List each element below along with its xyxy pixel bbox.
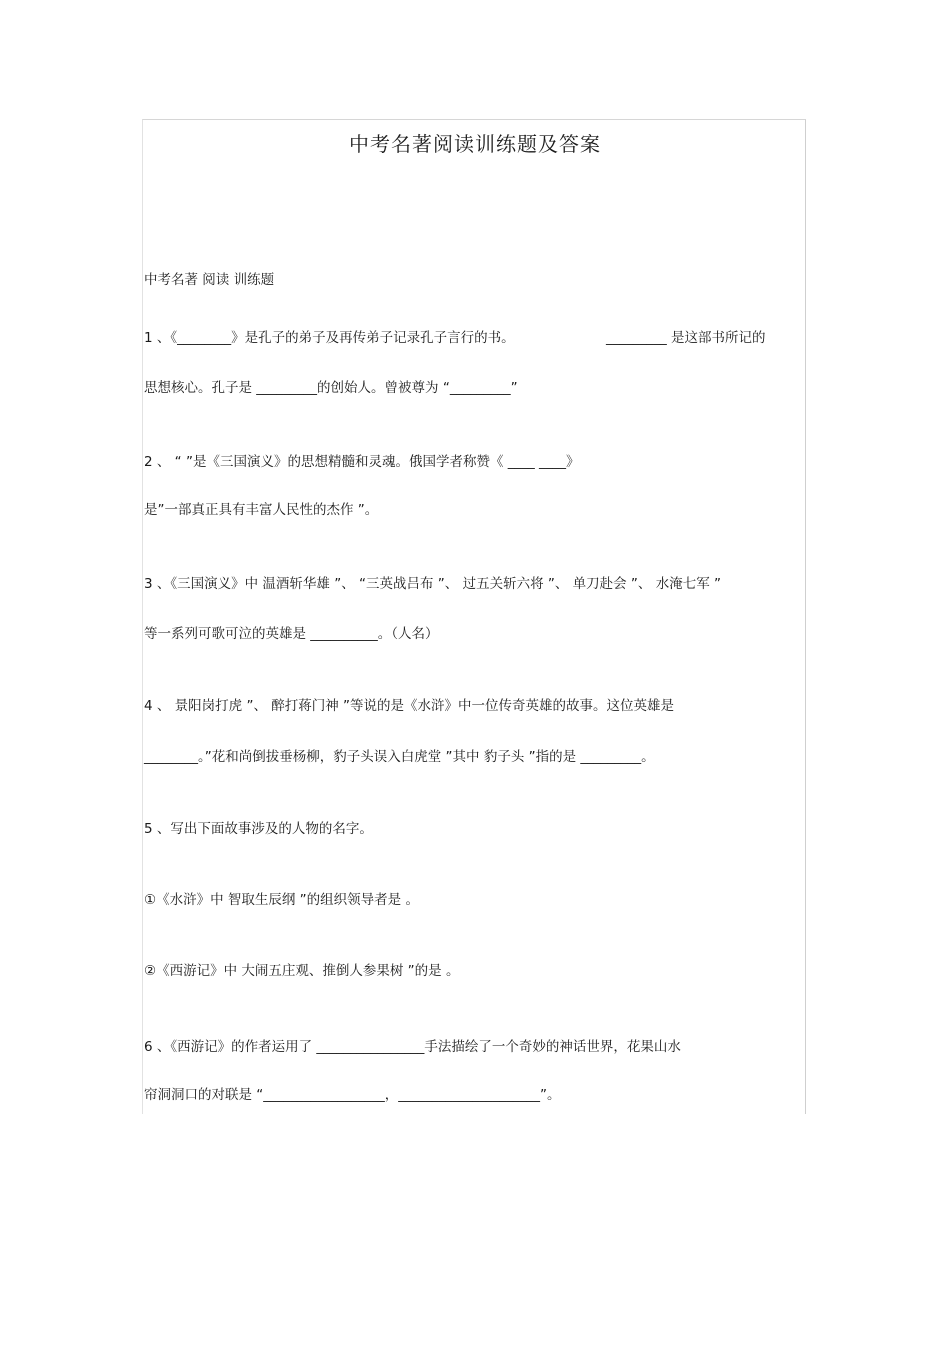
- question-5-item-1: ①《水浒》中 智取生辰纲 ”的组织领导者是 。: [144, 892, 419, 908]
- question-4-line-b: ________。”花和尚倒拔垂杨柳，豹子头误入白虎堂 ”其中 豹子头 ”指的是 _________。: [144, 749, 655, 765]
- question-4-line-a: 4 、 景阳岗打虎 ”、 醉打蒋门神 ”等说的是《水浒》中一位传奇英雄的故事。这位英雄是: [144, 698, 675, 714]
- question-2-line-a: 2 、 “ ”是《三国演义》的思想精髓和灵魂。俄国学者称赞《 ____ ____》: [144, 454, 580, 470]
- question-5-item-2: ②《西游记》中 大闹五庄观、推倒人参果树 ”的是 。: [144, 963, 460, 979]
- question-1-line-b: 思想核心。孔子是 _________的创始人。曾被尊为 “_________”: [144, 380, 518, 396]
- section-heading: 中考名著 阅读 训练题: [144, 272, 275, 288]
- question-1-line-a: 1 、《________》是孔子的弟子及再传弟子记录孔子言行的书。: [144, 330, 515, 346]
- question-5-heading: 5 、写出下面故事涉及的人物的名字。: [144, 821, 373, 837]
- question-6-line-b: 帘洞洞口的对联是 “__________________，_____________________”。: [144, 1087, 561, 1103]
- document-title: 中考名著阅读训练题及答案: [349, 132, 601, 156]
- question-1-line-a-tail: _________ 是这部书所记的: [606, 330, 766, 346]
- question-3-line-a: 3 、《三国演义》中 温酒斩华雄 ”、 “三英战吕布 ”、 过五关斩六将 ”、 单刀赴会 ”、 水淹七军 ”: [144, 576, 722, 592]
- question-6-line-a: 6 、《西游记》的作者运用了 ________________手法描绘了一个奇妙的神话世界，花果山水: [144, 1039, 681, 1055]
- question-2-line-b: 是”一部真正具有丰富人民性的杰作 ”。: [144, 502, 379, 518]
- question-3-line-b: 等一系列可歌可泣的英雄是 __________。（人名）: [144, 626, 439, 642]
